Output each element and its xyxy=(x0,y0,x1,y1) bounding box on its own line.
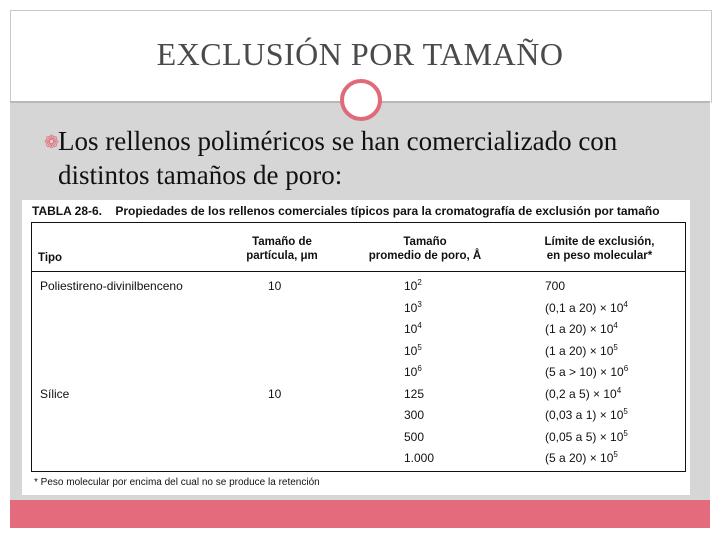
table-caption-label: TABLA 28-6. xyxy=(32,204,103,218)
header-limite xyxy=(527,235,672,263)
table-footnote: * Peso molecular por encima del cual no se produce la retención xyxy=(34,477,320,488)
header-poro-l2: promedio de poro, Å xyxy=(368,250,482,262)
header-particula-l2: partícula, μm xyxy=(246,250,318,262)
cell-limite-exponent: 5 xyxy=(613,450,618,459)
slide-title: EXCLUSIÓN POR TAMAÑO xyxy=(156,36,564,72)
cell-particula: 10 xyxy=(268,279,282,293)
cell-limite: 700 xyxy=(545,279,566,293)
header-limite-l2: en peso molecular* xyxy=(546,250,653,262)
header-limite-l1: Límite de exclusión, xyxy=(544,236,655,248)
table-caption xyxy=(32,204,660,218)
cell-limite: (1 a $20) \times 10^4$ xyxy=(545,321,618,336)
cell-limite: (0,05 a $5) \times 10^5$ xyxy=(545,428,628,444)
cell-limite-exponent: 4 xyxy=(616,385,622,395)
cell-tipo: Poliestireno-divinilbenceno xyxy=(40,279,183,293)
cell-limite-exponent: 5 xyxy=(623,428,628,438)
table-caption-text: Propiedades de los rellenos comerciales típicos para la cromatografía de exclusión por tamaño xyxy=(115,204,660,218)
cell-poro-exponent: 4 xyxy=(417,321,422,330)
cell-poro: 500 xyxy=(404,429,425,444)
header-poro xyxy=(350,235,500,263)
cell-poro: 125 xyxy=(404,386,425,401)
cell-limite: (5 a $20) \times 10^5$ xyxy=(545,450,618,465)
cell-poro-exponent: 5 xyxy=(417,342,422,352)
cell-poro: 300 xyxy=(404,408,425,422)
header-rule xyxy=(32,271,685,272)
cell-poro: $10^6$ xyxy=(404,364,422,379)
header-particula xyxy=(227,235,337,263)
cell-limite-exponent: 4 xyxy=(613,321,618,330)
circle-ornament-icon xyxy=(340,79,382,121)
cell-tipo: Sílice xyxy=(40,386,70,401)
cell-particula: 10 xyxy=(268,386,282,401)
footer-bar xyxy=(10,500,710,528)
cell-limite-exponent: 5 xyxy=(613,342,618,352)
cell-limite-exponent: 5 xyxy=(623,407,628,416)
table-box xyxy=(31,222,686,472)
cell-limite-exponent: 6 xyxy=(623,364,629,373)
cell-poro: 1.000 xyxy=(404,451,435,465)
cell-limite: (0,03 a $1) \times 10^5$ xyxy=(545,407,628,422)
bullet-line-1: Los rellenos poliméricos se han comercializado con xyxy=(58,126,618,156)
cell-limite: (1 a $20) \times 10^5$ xyxy=(545,342,618,358)
cell-limite-exponent: 4 xyxy=(623,299,628,309)
cell-poro: $10^3$ xyxy=(404,299,422,315)
header-poro-l1: Tamaño xyxy=(403,236,447,248)
header-particula-l1: Tamaño de xyxy=(252,236,312,248)
cell-poro-exponent: 3 xyxy=(417,299,422,309)
header-tipo: Tipo xyxy=(38,252,63,264)
cell-poro: $10^4$ xyxy=(404,321,422,336)
cell-limite: (5 $a > 10) \times 10^6$ xyxy=(545,364,629,379)
bullet-text xyxy=(58,124,698,192)
bullet-line-2: distintos tamaños de poro: xyxy=(58,160,343,190)
cell-limite: (0,1 a $20) \times 10^4$ xyxy=(545,299,628,315)
table-image xyxy=(22,200,690,495)
cell-limite: (0,2 a $5) \times 10^4$ xyxy=(545,385,622,401)
bullet-icon: ❁ xyxy=(44,132,60,152)
cell-poro: $10^2$ xyxy=(404,278,422,293)
cell-poro: $10^5$ xyxy=(404,342,422,358)
cell-poro-exponent: 6 xyxy=(417,364,422,373)
cell-poro-exponent: 2 xyxy=(417,278,422,287)
